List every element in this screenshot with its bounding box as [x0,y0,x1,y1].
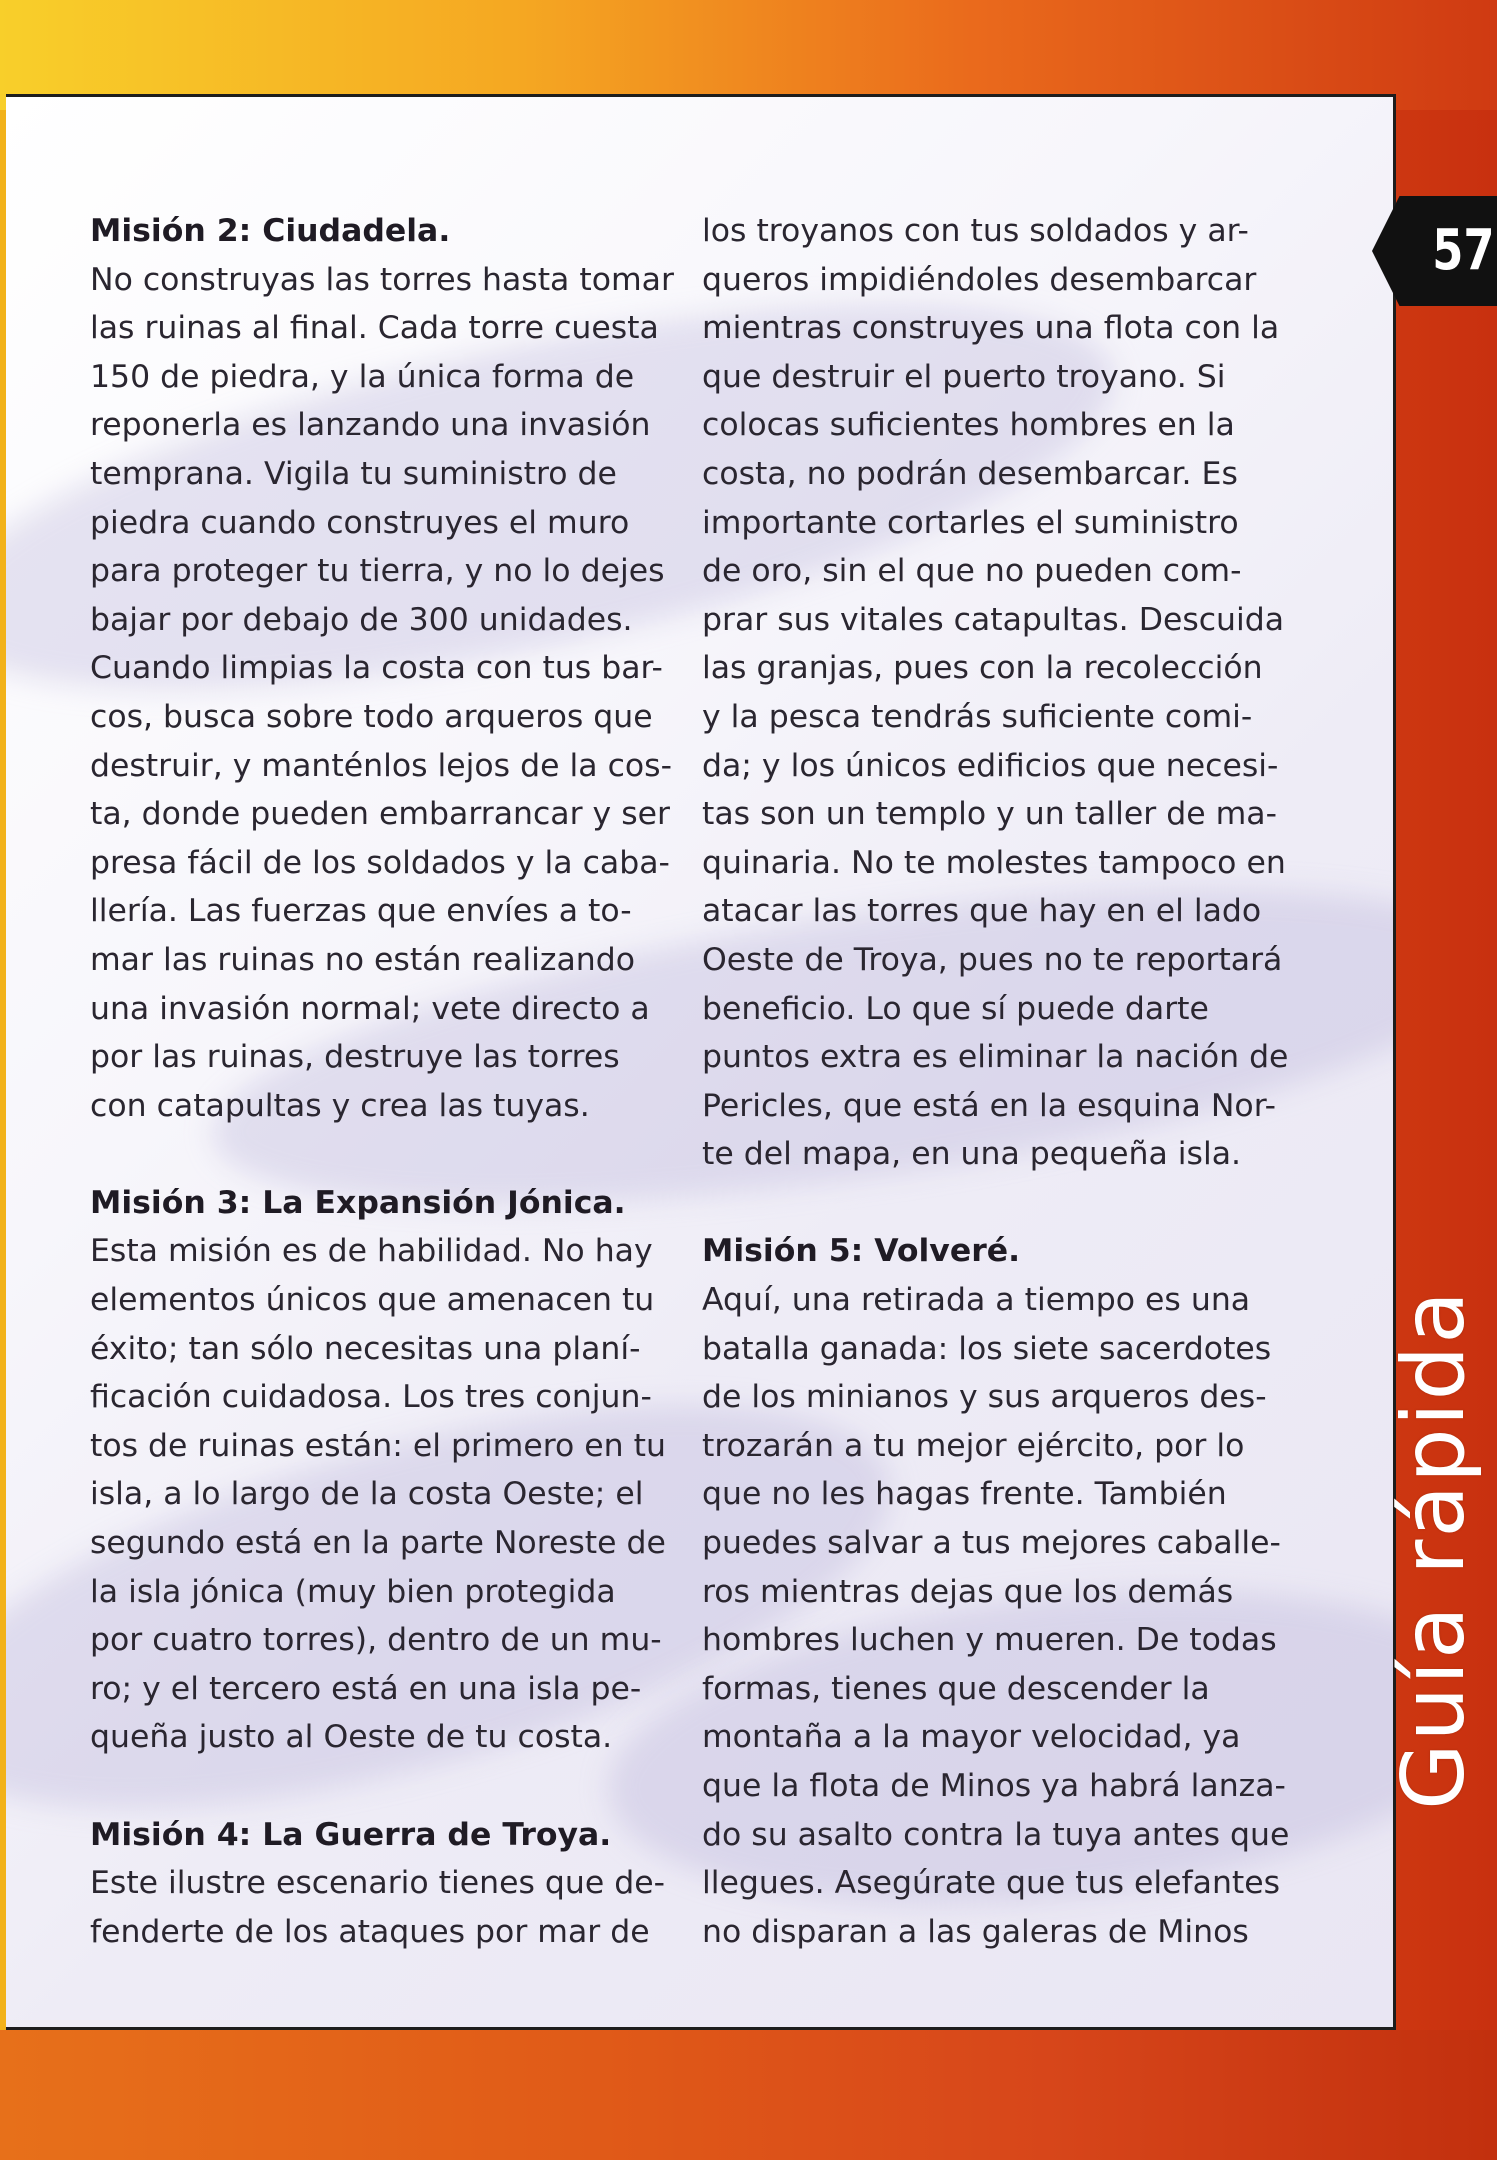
left-text-column [90,207,674,1956]
text-line: cos, busca sobre todo arqueros que [90,698,653,735]
text-line: presa fácil de los soldados y la caba- [90,844,670,881]
text-line: do su asalto contra la tuya antes que [702,1816,1290,1853]
text-line: trozarán a tu mejor ejército, por lo [702,1427,1245,1464]
section-heading: Misión 4: La Guerra de Troya. [90,1816,612,1853]
section-side-label: Guía rápida [1384,1289,1484,1810]
paragraph-gap [702,1179,1282,1228]
text-line: destruir, y manténlos lejos de la cos- [90,747,672,784]
text-line: beneficio. Lo que sí puede darte [702,990,1209,1027]
text-line: piedra cuando construyes el muro [90,504,630,541]
text-line: quinaria. No te molestes tampoco en [702,844,1286,881]
text-line: queros impidiéndoles desembarcar [702,261,1257,298]
text-line: isla, a lo largo de la costa Oeste; el [90,1476,644,1513]
bottom-background-band [0,2030,1497,2160]
text-line: tos de ruinas están: el primero en tu [90,1427,666,1464]
text-line: te del mapa, en una pequeña isla. [702,1136,1242,1173]
text-line: temprana. Vigila tu suministro de [90,455,617,492]
text-line: que no les hagas frente. También [702,1476,1227,1513]
text-line: segundo está en la parte Noreste de [90,1525,666,1562]
text-line: montaña a la mayor velocidad, ya [702,1719,1241,1756]
text-line: ros mientras dejas que los demás [702,1573,1234,1610]
text-line: los troyanos con tus soldados y ar- [702,213,1249,249]
text-line: por las ruinas, destruye las torres [90,1039,620,1076]
text-line: Este ilustre escenario tienes que de- [90,1865,666,1902]
text-line: atacar las torres que hay en el lado [702,893,1262,930]
paragraph-gap [90,1130,670,1179]
text-line: éxito; tan sólo necesitas una planí- [90,1330,641,1367]
text-line: importante cortarles el suministro [702,504,1239,541]
text-line: queña justo al Oeste de tu costa. [90,1719,613,1756]
text-line: que destruir el puerto troyano. Si [702,358,1226,395]
text-line: puedes salvar a tus mejores caballe- [702,1525,1281,1562]
text-line: llería. Las fuerzas que envíes a to- [90,893,632,930]
text-line: una invasión normal; vete directo a [90,990,650,1027]
text-panel [6,94,1396,2030]
text-line: reponerla es lanzando una invasión [90,407,651,444]
text-line: Oeste de Troya, pues no te reportará [702,941,1283,978]
text-line: con catapultas y crea las tuyas. [90,1087,590,1124]
text-line: no disparan a las galeras de Minos [702,1913,1249,1950]
text-line: tas son un templo y un taller de ma- [702,796,1277,833]
text-line: colocas suficientes hombres en la [702,407,1235,444]
text-line: las ruinas al final. Cada torre cuesta [90,310,659,347]
text-line: bajar por debajo de 300 unidades. [90,601,633,638]
text-line: da; y los únicos edificios que necesi- [702,747,1279,784]
text-line: que la flota de Minos ya habrá lanza- [702,1768,1286,1804]
text-line: prar sus vitales catapultas. Descuida [702,601,1285,638]
text-line: ro; y el tercero está en una isla pe- [90,1670,642,1707]
text-line: las granjas, pues con la recolección [702,650,1263,687]
text-line: 150 de piedra, y la única forma de [90,358,635,395]
text-line: Pericles, que está en la esquina Nor- [702,1087,1276,1124]
text-line: fenderte de los ataques por mar de [90,1913,650,1950]
text-line: y la pesca tendrás suficiente comi- [702,698,1253,735]
text-line: de oro, sin el que no pueden com- [702,553,1242,590]
text-line: elementos únicos que amenacen tu [90,1282,655,1319]
text-line: Esta misión es de habilidad. No hay [90,1233,653,1270]
text-line: ficación cuidadosa. Los tres conjun- [90,1379,652,1416]
text-line: puntos extra es eliminar la nación de [702,1039,1289,1076]
text-line: batalla ganada: los siete sacerdotes [702,1330,1272,1367]
text-line: ta, donde pueden embarrancar y ser [90,796,670,833]
text-line: mientras construyes una flota con la [702,310,1280,347]
section-heading: Misión 2: Ciudadela. [90,213,451,249]
section-heading: Misión 3: La Expansión Jónica. [90,1184,626,1221]
text-line: Cuando limpias la costa con tus bar- [90,650,663,687]
text-line: la isla jónica (muy bien protegida [90,1573,616,1610]
text-line: por cuatro torres), dentro de un mu- [90,1622,662,1659]
text-line: de los minianos y sus arqueros des- [702,1379,1267,1416]
text-line: llegues. Asegúrate que tus elefantes [702,1865,1281,1902]
text-line: formas, tienes que descender la [702,1670,1210,1707]
paragraph-gap [90,1762,670,1811]
text-line: Aquí, una retirada a tiempo es una [702,1282,1251,1319]
text-line: mar las ruinas no están realizando [90,941,635,978]
text-line: No construyas las torres hasta tomar [90,261,674,298]
text-line: costa, no podrán desembarcar. Es [702,455,1238,492]
page-number: 57 [1432,218,1495,283]
text-line: para proteger tu tierra, y no lo dejes [90,553,665,590]
text-line: hombres luchen y mueren. De todas [702,1622,1277,1659]
right-text-column [702,207,1290,1956]
section-heading: Misión 5: Volveré. [702,1233,1021,1270]
